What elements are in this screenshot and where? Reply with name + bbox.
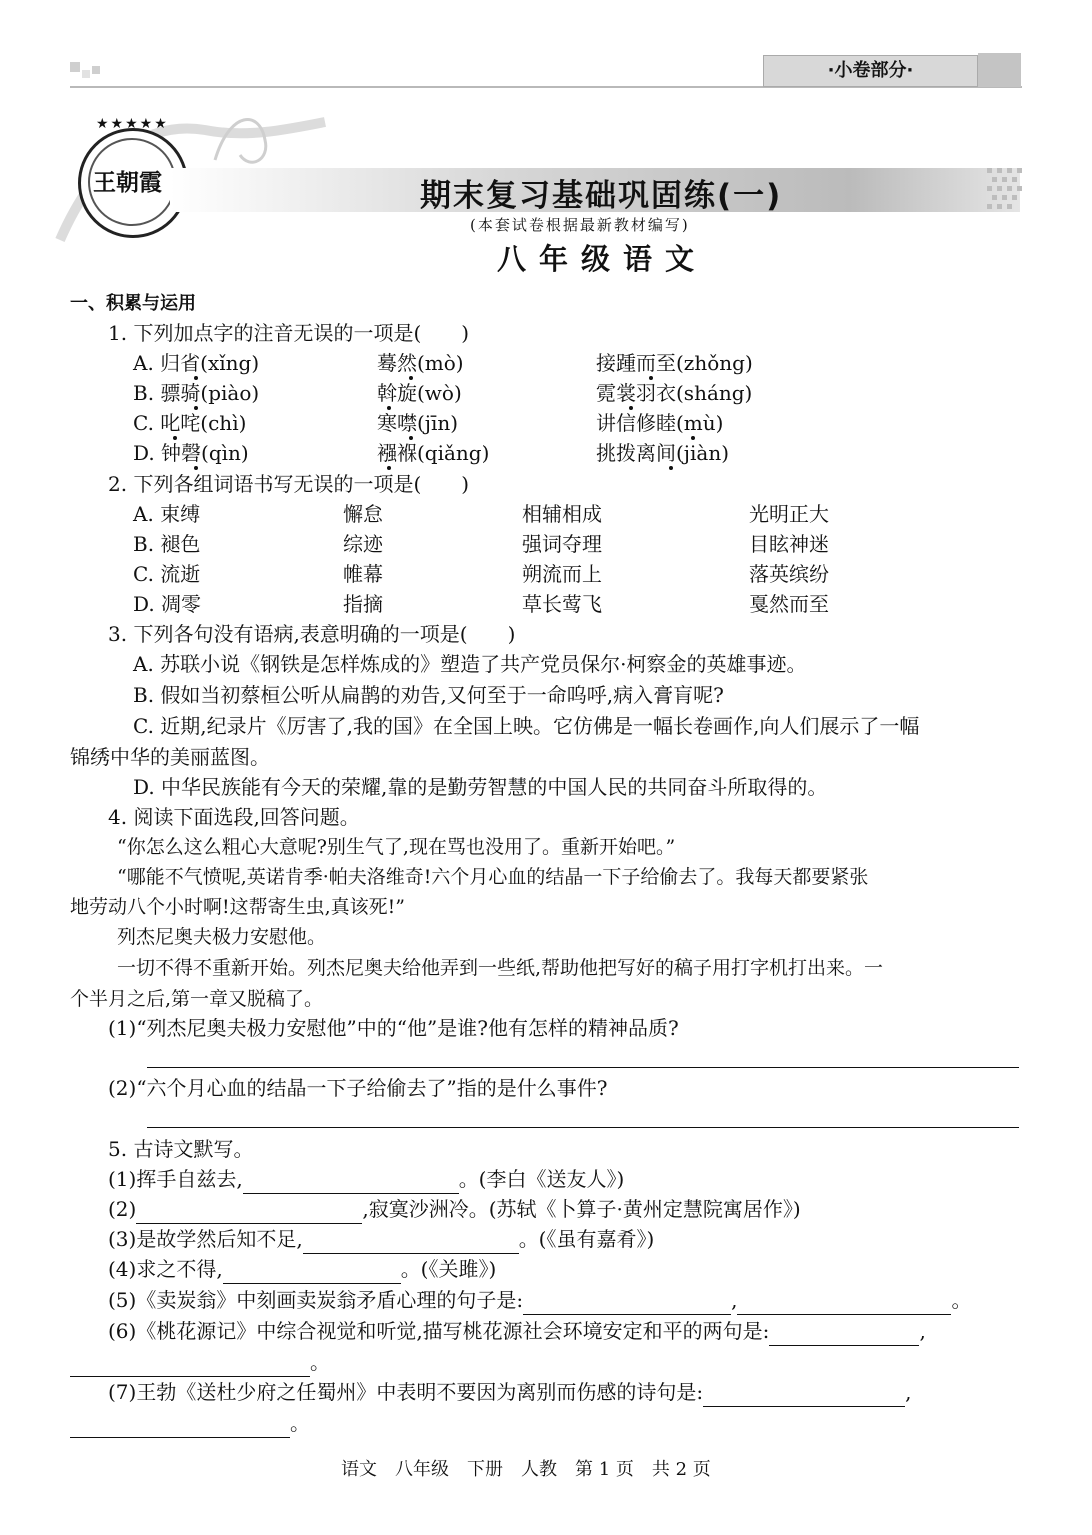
recitation-line xyxy=(108,1164,624,1194)
line-text: (3)是故学然后知不足, xyxy=(108,1227,303,1251)
option-cell: B. 褪色 xyxy=(133,532,201,556)
line-text: 。 xyxy=(951,1288,972,1312)
line-text: ,寂寞沙洲冷。(苏轼《卜算子·黄州定慧院寓居作》) xyxy=(362,1197,801,1221)
option-cell: D. 凋零 xyxy=(133,592,202,616)
option-cell: 强词夺理 xyxy=(522,532,602,556)
option-cell: 霓裳羽衣(sháng) xyxy=(596,381,753,405)
option-cell: 戛然而至 xyxy=(749,592,829,616)
decor-square xyxy=(70,62,80,72)
option-cell: 落英缤纷 xyxy=(749,562,829,586)
recitation-line xyxy=(108,1316,926,1346)
option-cell: D. 钟磬(qìn) xyxy=(133,441,249,465)
section-heading: 一、积累与运用 xyxy=(70,293,196,314)
blank[interactable] xyxy=(70,1415,290,1438)
section-tab-end xyxy=(978,53,1021,87)
passage-line: 个半月之后,第一章又脱稿了。 xyxy=(70,988,324,1010)
option-cell: 指摘 xyxy=(343,592,383,616)
line-text: 。 xyxy=(290,1411,310,1435)
recitation-line xyxy=(108,1224,654,1254)
answer-line[interactable] xyxy=(147,1067,1019,1068)
option-cell: 寒噤(jīn) xyxy=(377,411,459,435)
emphasis-dot xyxy=(194,376,198,380)
option-cell: 光明正大 xyxy=(749,502,829,526)
option-cell: 帷幕 xyxy=(343,562,383,586)
line-text: , xyxy=(731,1288,738,1312)
question-stem: 2. 下列各组词语书写无误的一项是( ) xyxy=(108,472,470,496)
blank[interactable] xyxy=(70,1354,310,1377)
option-cell: 相辅相成 xyxy=(522,502,602,526)
line-text: 。(《关雎》) xyxy=(400,1257,497,1281)
line-text: 。(李白《送友人》) xyxy=(458,1167,625,1191)
option-text: B. 假如当初蔡桓公听从扁鹊的劝告,又何至于一命呜呼,病入膏肓呢? xyxy=(133,683,724,707)
page-subtitle: (本套试卷根据最新教材编写) xyxy=(470,216,690,234)
decor-square xyxy=(82,70,90,78)
passage-line: 列杰尼奥夫极力安慰他。 xyxy=(117,926,327,948)
recitation-line xyxy=(108,1285,971,1315)
option-cell: C. 流逝 xyxy=(133,562,201,586)
passage-line: 地劳动八个小时啊!这帮寄生虫,真该死!” xyxy=(70,896,406,918)
passage-line: “你怎么这么粗心大意呢?别生气了,现在骂也没用了。重新开始吧。” xyxy=(117,836,676,858)
recitation-line xyxy=(70,1408,310,1438)
answer-line[interactable] xyxy=(147,1127,1019,1128)
option-text: 锦绣中华的美丽蓝图。 xyxy=(70,745,270,769)
option-cell: 挑拨离间(jiàn) xyxy=(596,441,730,465)
line-text: , xyxy=(905,1380,912,1404)
recitation-line xyxy=(70,1347,330,1377)
option-cell: B. 骠骑(piào) xyxy=(133,381,260,405)
page-footer: 语文 八年级 下册 人教 第 1 页 共 2 页 xyxy=(341,1459,711,1480)
sub-question: (1)“列杰尼奥夫极力安慰他”中的“他”是谁?他有怎样的精神品质? xyxy=(108,1016,679,1040)
emphasis-dot xyxy=(173,436,177,440)
option-cell: A. 束缚 xyxy=(133,502,201,526)
logo-name: 王朝霞 xyxy=(93,169,162,196)
option-cell: 目眩神迷 xyxy=(749,532,829,556)
option-text: D. 中华民族能有今天的荣耀,靠的是勤劳智慧的中国人民的共同奋斗所取得的。 xyxy=(133,775,828,799)
question-stem: 4. 阅读下面选段,回答问题。 xyxy=(108,805,360,829)
option-cell: 襁褓(qiǎng) xyxy=(377,441,490,465)
line-text: 。(《虽有嘉肴》) xyxy=(518,1227,655,1251)
line-text: (2) xyxy=(108,1197,137,1221)
option-cell: 朔流而上 xyxy=(522,562,602,586)
line-text: , xyxy=(919,1319,926,1343)
blank[interactable] xyxy=(523,1292,731,1315)
line-text: 。 xyxy=(310,1350,330,1374)
blank[interactable] xyxy=(303,1231,519,1254)
page-title: 期末复习基础巩固练(一) xyxy=(420,178,783,214)
option-cell: 懈怠 xyxy=(343,502,383,526)
option-cell: C. 叱咤(chì) xyxy=(133,411,247,435)
emphasis-dot xyxy=(669,466,673,470)
option-text: C. 近期,纪录片《厉害了,我的国》在全国上映。它仿佛是一幅长卷画作,向人们展示了一幅 xyxy=(133,714,920,738)
recitation-line xyxy=(108,1194,801,1224)
line-text: (5)《卖炭翁》中刻画卖炭翁矛盾心理的句子是: xyxy=(108,1288,524,1312)
recitation-line xyxy=(108,1377,911,1407)
option-cell: 草长莺飞 xyxy=(522,592,602,616)
blank[interactable] xyxy=(223,1261,401,1284)
option-cell: 接踵而至(zhǒng) xyxy=(596,351,753,375)
emphasis-dot xyxy=(387,406,391,410)
emphasis-dot xyxy=(409,376,413,380)
blank[interactable] xyxy=(243,1171,459,1194)
option-text: A. 苏联小说《钢铁是怎样炼成的》塑造了共产党员保尔·柯察金的英雄事迹。 xyxy=(133,652,807,676)
title-dot-pattern xyxy=(985,166,1025,214)
logo-stars: ★★★★★ xyxy=(96,116,169,132)
passage-line: “哪能不气愤呢,英诺肯季·帕夫洛维奇!六个月心血的结晶一下子给偷去了。我每天都要紧张 xyxy=(117,866,869,888)
sub-question: (2)“六个月心血的结晶一下子给偷去了”指的是什么事件? xyxy=(108,1076,608,1100)
decor-square xyxy=(92,66,100,74)
blank[interactable] xyxy=(136,1201,362,1224)
question-stem: 5. 古诗文默写。 xyxy=(108,1137,254,1161)
emphasis-dot xyxy=(629,406,633,410)
emphasis-dot xyxy=(649,376,653,380)
emphasis-dot xyxy=(691,436,695,440)
question-stem: 3. 下列各句没有语病,表意明确的一项是( ) xyxy=(108,622,516,646)
emphasis-dot xyxy=(409,436,413,440)
grade-subject: 八年级语文 xyxy=(497,242,708,276)
option-cell: 讲信修睦(mù) xyxy=(596,411,724,435)
section-tab: ·小卷部分· xyxy=(763,55,978,87)
option-cell: 斡旋(wò) xyxy=(377,381,462,405)
line-text: (7)王勃《送杜少府之任蜀州》中表明不要因为离别而伤感的诗句是: xyxy=(108,1380,704,1404)
question-stem: 1. 下列加点字的注音无误的一项是( ) xyxy=(108,321,470,345)
option-cell: 蓦然(mò) xyxy=(377,351,464,375)
blank[interactable] xyxy=(703,1384,905,1407)
option-cell: A. 归省(xǐng) xyxy=(133,351,260,375)
blank[interactable] xyxy=(737,1292,951,1315)
passage-line: 一切不得不重新开始。列杰尼奥夫给他弄到一些纸,帮助他把写好的稿子用打字机打出来。一 xyxy=(117,957,884,979)
line-text: (4)求之不得, xyxy=(108,1257,223,1281)
line-text: (1)挥手自兹去, xyxy=(108,1167,243,1191)
recitation-line xyxy=(108,1254,496,1284)
emphasis-dot xyxy=(194,406,198,410)
blank[interactable] xyxy=(769,1323,919,1346)
option-cell: 综迹 xyxy=(343,532,383,556)
line-text: (6)《桃花源记》中综合视觉和听觉,描写桃花源社会环境安定和平的两句是: xyxy=(108,1319,770,1343)
